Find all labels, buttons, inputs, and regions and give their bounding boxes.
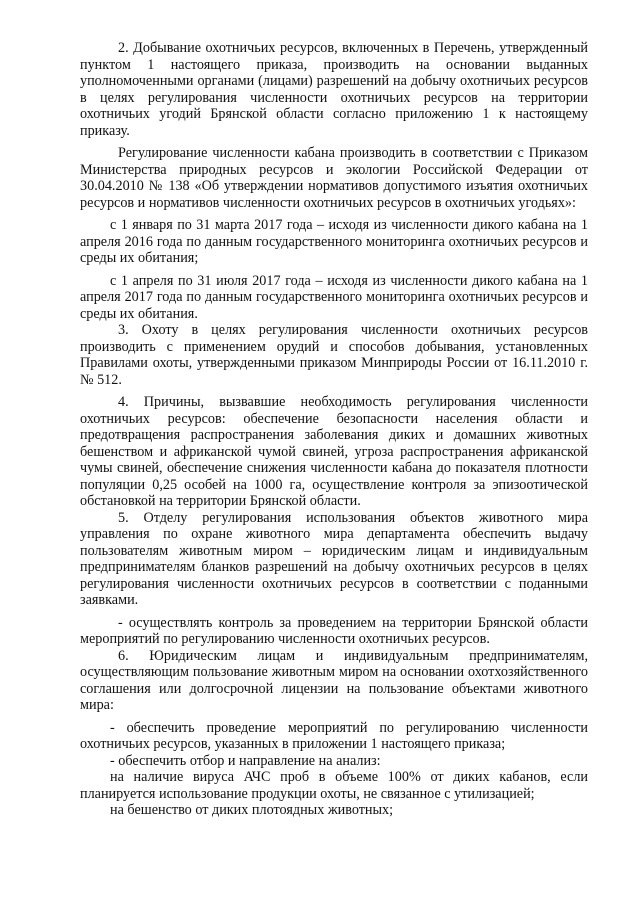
paragraph-5-control: - осуществлять контроль за проведением на территории Брянской области мероприятий по регулированию численности охотничьих ресурсов.: [80, 614, 588, 647]
paragraph-rabies: на бешенство от диких плотоядных животных;: [110, 802, 394, 818]
paragraph-3: 3. Охоту в целях регулирования численности охотничьих ресурсов производить с применением орудий и способов добывания, установленных Правилами охоты, утвержденными приказом Минприроды России от 16.11.2010 г. № 512.: [80, 322, 588, 388]
paragraph-6-analysis: - обеспечить отбор и направление на анализ:: [110, 752, 381, 769]
paragraph-2: 2. Добывание охотничьих ресурсов, включенных в Перечень, утвержденный пунктом 1 настоящего приказа, производить на основании выданных уполномоченными органами (лицами) разрешений на добычу охотничьих ресурсов в целях регулирования численности охотничьих ресурсов на территории охотничьих угодий Брянской области согласно приложению 1 к настоящему приказу.: [80, 40, 588, 139]
paragraph-6: 6. Юридическим лицам и индивидуальным предпринимателям, осуществляющим пользование животным миром на основании охотхозяйственного соглашения или долгосрочной лицензии на пользование объектами животного мира:: [80, 647, 588, 713]
paragraph-asf-samples: на наличие вируса АЧС проб в объеме 100% от диких кабанов, если планируется использование продукции охоты, не связанное с утилизацией;: [80, 769, 588, 802]
paragraph-period-1: с 1 января по 31 марта 2017 года – исходя из численности дикого кабана на 1 апреля 2016 года по данным государственного мониторинга охотничьих ресурсов и среды их обитания;: [80, 217, 588, 266]
paragraph-4: 4. Причины, вызвавшие необходимость регулирования численности охотничьих ресурсов: обеспечение безопасности населения области и предотвращения распространения заболевания диких и домашних животных бешенством и африканской чумой свиней, угроза распространения африканской чумы свиней, обеспечение снижения численности кабана до показателя плотности популяции 0,25 особей на 1000 га, осуществление контроля за эпизоотической обстановкой на территории Брянской области.: [80, 394, 588, 509]
paragraph-6-measures: - обеспечить проведение мероприятий по регулированию численности охотничьих ресурсов, указанных в приложении 1 настоящего приказа;: [80, 719, 588, 752]
paragraph-5: 5. Отделу регулирования использования объектов животного мира управления по охране животного мира департамента обеспечить выдачу пользователям животным миром – юридическим лицам и индивидуальным предпринимателям бланков разрешений на добычу охотничьих ресурсов в целях регулирования численности охотничьих ресурсов в соответствии с поданными заявками.: [80, 509, 588, 608]
paragraph-boar-regulation: Регулирование численности кабана производить в соответствии с Приказом Министерства природных ресурсов и экологии Российской Федерации от 30.04.2010 № 138 «Об утверждении нормативов допустимого изъятия охотничьих ресурсов и нормативов численности охотничьих ресурсов в охотничьих угодьях»:: [80, 145, 588, 211]
paragraph-period-2: с 1 апреля по 31 июля 2017 года – исходя из численности дикого кабана на 1 апреля 2017 года по данным государственного мониторинга охотничьих ресурсов и среды их обитания.: [80, 272, 588, 322]
